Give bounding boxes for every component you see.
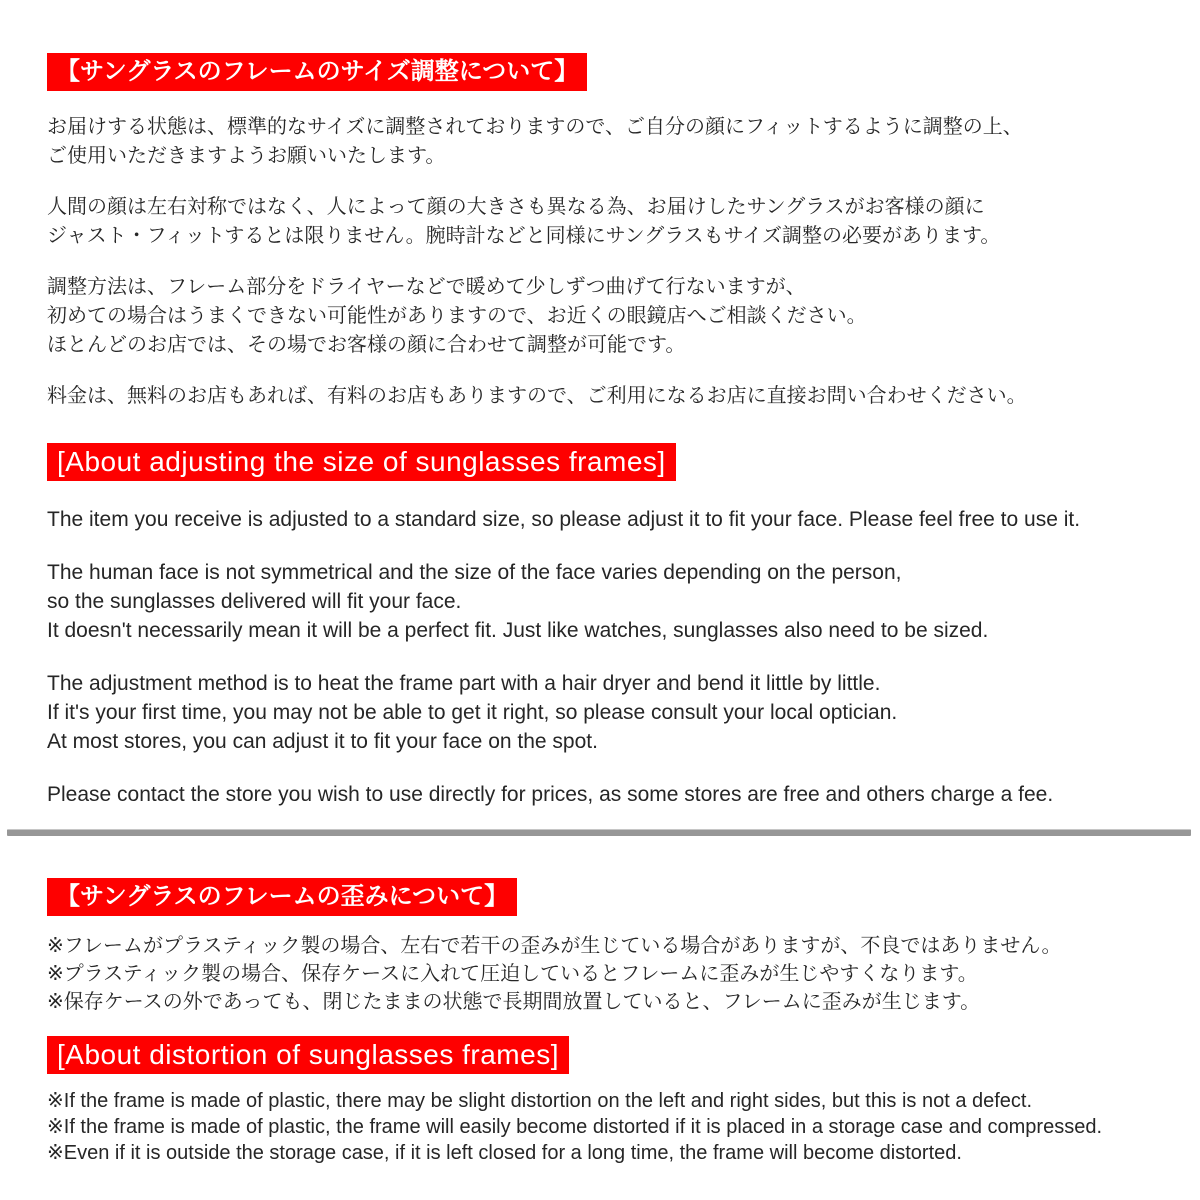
- text-line: The item you receive is adjusted to a standard size, so please adjust it to fit your face. Please feel free to use it.: [47, 508, 1081, 531]
- section-size-adjust-ja: [47, 0, 1160, 411]
- notes-list: [47, 932, 1160, 1016]
- section-size-adjust-en: [47, 411, 1160, 809]
- paragraph: [47, 505, 1160, 534]
- paragraph: [47, 558, 1160, 645]
- text-line: so the sunglasses delivered will fit your face.: [47, 590, 462, 613]
- section-distortion-en: [47, 1016, 1160, 1166]
- size-adjust-heading-ja: 【サングラスのフレームのサイズ調整について】: [47, 53, 587, 91]
- notice-content: [0, 836, 1200, 1166]
- text-line: At most stores, you can adjust it to fit your face on the spot.: [47, 730, 598, 753]
- paragraph: [47, 780, 1160, 809]
- section-distortion-ja: [47, 836, 1160, 1016]
- text-line: The human face is not symmetrical and the size of the face varies depending on the person,: [47, 561, 902, 584]
- paragraph: [47, 669, 1160, 756]
- note-line: ※Even if it is outside the storage case, if it is left closed for a long time, the frame will become distorted.: [47, 1142, 962, 1164]
- paragraph: [47, 382, 1160, 411]
- distortion-heading-ja: 【サングラスのフレームの歪みについて】: [47, 878, 517, 916]
- text-line: It doesn't necessarily mean it will be a perfect fit. Just like watches, sunglasses also need to be sized.: [47, 619, 989, 642]
- note-line: ※フレームがプラスティック製の場合、左右で若干の歪みが生じている場合がありますが、不良ではありません。: [47, 935, 1062, 957]
- paragraph: [47, 113, 1160, 171]
- notes-list: [47, 1088, 1160, 1166]
- text-line: 調整方法は、フレーム部分をドライヤーなどで暖めて少しずつ曲げて行ないますが、: [47, 276, 806, 298]
- paragraph: [47, 273, 1160, 360]
- text-line: 料金は、無料のお店もあれば、有料のお店もありますので、ご利用になるお店に直接お問い合わせください。: [47, 385, 1027, 407]
- size-adjust-heading-en: [About adjusting the size of sunglasses frames]: [47, 443, 676, 481]
- text-line: The adjustment method is to heat the frame part with a hair dryer and bend it little by little.: [47, 672, 881, 695]
- text-line: ご使用いただきますようお願いいたします。: [47, 145, 446, 167]
- text-line: ジャスト・フィットするとは限りません。腕時計などと同様にサングラスもサイズ調整の必要があります。: [47, 225, 1001, 247]
- text-line: Please contact the store you wish to use directly for prices, as some stores are free and others charge a fee.: [47, 783, 1054, 806]
- paragraph: [47, 193, 1160, 251]
- distortion-heading-en: [About distortion of sunglasses frames]: [47, 1036, 569, 1074]
- text-line: お届けする状態は、標準的なサイズに調整されておりますので、ご自分の顔にフィットするように調整の上、: [47, 116, 1023, 138]
- text-line: If it's your first time, you may not be able to get it right, so please consult your local optician.: [47, 701, 898, 724]
- note-line: ※If the frame is made of plastic, the frame will easily become distorted if it is placed in a storage case and compressed.: [47, 1116, 1103, 1138]
- note-line: ※プラスティック製の場合、保存ケースに入れて圧迫しているとフレームに歪みが生じやすくなります。: [47, 963, 978, 985]
- note-line: ※If the frame is made of plastic, there may be slight distortion on the left and right sides, but this is not a defect.: [47, 1090, 1033, 1112]
- section-divider: [7, 829, 1191, 836]
- text-line: 人間の顔は左右対称ではなく、人によって顔の大きさも異なる為、お届けしたサングラスがお客様の顔に: [47, 196, 985, 218]
- text-line: ほとんどのお店では、その場でお客様の顔に合わせて調整が可能です。: [47, 334, 686, 356]
- text-line: 初めての場合はうまくできない可能性がありますので、お近くの眼鏡店へご相談ください。: [47, 305, 867, 327]
- note-line: ※保存ケースの外であっても、閉じたままの状態で長期間放置していると、フレームに歪みが生じます。: [47, 991, 981, 1013]
